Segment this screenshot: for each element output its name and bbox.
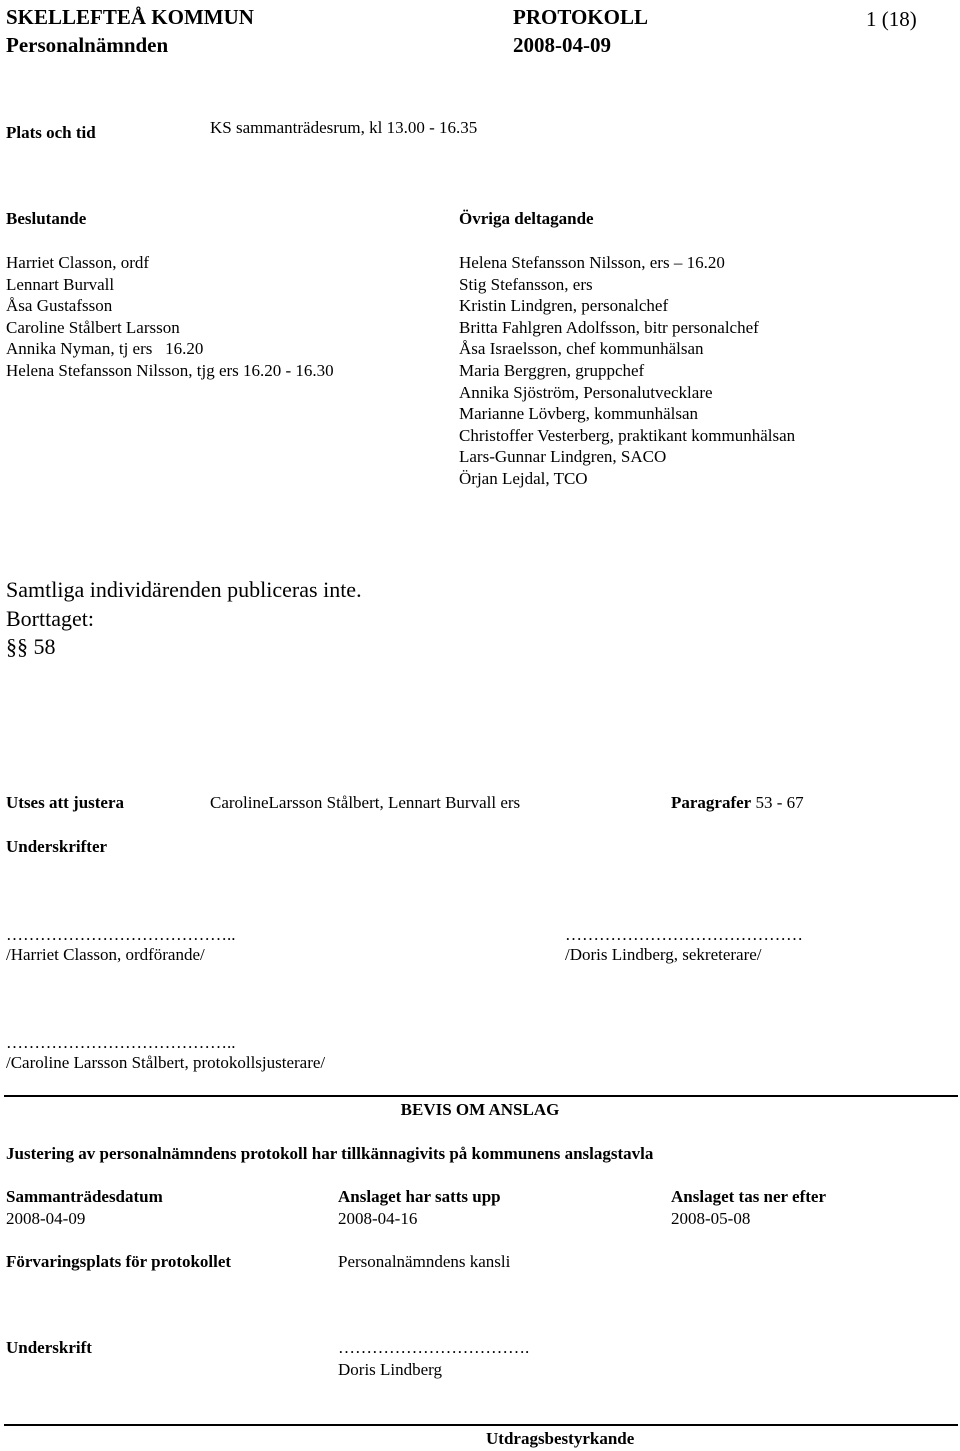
posted-label: Anslaget har satts upp (338, 1187, 501, 1206)
org-name: SKELLEFTEÅ KOMMUN (6, 5, 254, 29)
others-label: Övriga deltagande (459, 209, 594, 228)
signature-name-adjuster: /Caroline Larsson Stålbert, protokollsjusterare/ (6, 1053, 326, 1072)
signature-line: ……………………………. (338, 1338, 530, 1357)
list-item: Åsa Gustafsson (6, 296, 113, 316)
removed-value: 2008-05-08 (671, 1209, 751, 1228)
meeting-date-value: 2008-04-09 (6, 1209, 86, 1228)
removed-label: Anslaget tas ner efter (671, 1187, 827, 1206)
signature-line-secretary: …………………………………… (565, 925, 803, 944)
committee-name: Personalnämnden (6, 33, 169, 57)
paragraphs-value: 53 - 67 (755, 793, 804, 812)
adjust-value: CarolineLarsson Stålbert, Lennart Burvall ers (210, 793, 521, 812)
proof-statement: Justering av personalnämndens protokoll har tillkännagivits på kommunens anslagstavla (6, 1144, 654, 1163)
signatures-label: Underskrifter (6, 837, 108, 856)
deciding-label: Beslutande (6, 209, 87, 228)
list-item: Helena Stefansson Nilsson, ers – 16.20 (459, 253, 725, 272)
notice-line-2: Borttaget: (6, 606, 94, 631)
signature-name-secretary: /Doris Lindberg, sekreterare/ (565, 945, 762, 964)
notice-line-1: Samtliga individärenden publiceras inte. (6, 577, 362, 602)
signature-name-chair: /Harriet Classon, ordförande/ (6, 945, 205, 964)
paragraphs (671, 793, 804, 813)
notice-line-3: §§ 58 (6, 634, 56, 659)
storage-value: Personalnämndens kansli (338, 1252, 511, 1271)
certified-extract-label: Utdragsbestyrkande (486, 1429, 635, 1448)
list-item: Christoffer Vesterberg, praktikant kommunhälsan (459, 425, 796, 445)
list-item: Caroline Stålbert Larsson (6, 317, 180, 337)
storage-label: Förvaringsplats för protokollet (6, 1252, 232, 1271)
adjust-label: Utses att justera (6, 793, 125, 812)
list-item: Örjan Lejdal, TCO (459, 468, 588, 488)
place-label: Plats och tid (6, 123, 96, 142)
list-item: Kristin Lindgren, personalchef (459, 296, 669, 316)
divider (4, 1424, 958, 1426)
list-item: Marianne Lövberg, kommunhälsan (459, 404, 699, 424)
signature-line-adjuster: ………………………………….. (6, 1033, 236, 1052)
paragraphs-label: Paragrafer (671, 793, 752, 812)
signature-name: Doris Lindberg (338, 1360, 443, 1379)
list-item: Lennart Burvall (6, 274, 115, 294)
place-value: KS sammanträdesrum, kl 13.00 - 16.35 (210, 118, 478, 137)
list-item: Åsa Israelsson, chef kommunhälsan (459, 339, 704, 359)
meeting-date-label: Sammanträdesdatum (6, 1187, 163, 1206)
protocol-date: 2008-04-09 (513, 33, 611, 57)
list-item: Lars-Gunnar Lindgren, SACO (459, 447, 667, 467)
list-item: Britta Fahlgren Adolfsson, bitr personalchef (459, 317, 759, 337)
list-item: Helena Stefansson Nilsson, tjg ers 16.20 - 16.30 (6, 360, 334, 380)
page-number: 1 (18) (866, 7, 917, 31)
divider (4, 1095, 958, 1097)
others-list (459, 252, 795, 490)
deciding-list (6, 252, 334, 382)
list-item: Maria Berggren, gruppchef (459, 360, 645, 380)
list-item: Annika Nyman, tj ers 16.20 (6, 339, 204, 359)
doc-type: PROTOKOLL (513, 5, 648, 29)
list-item: Annika Sjöström, Personalutvecklare (459, 382, 713, 402)
list-item: Harriet Classon, ordf (6, 253, 150, 272)
signature-line-chair: ………………………………….. (6, 925, 236, 944)
signature-label: Underskrift (6, 1338, 92, 1357)
list-item: Stig Stefansson, ers (459, 274, 593, 294)
posted-value: 2008-04-16 (338, 1209, 418, 1228)
proof-title: BEVIS OM ANSLAG (400, 1100, 560, 1119)
